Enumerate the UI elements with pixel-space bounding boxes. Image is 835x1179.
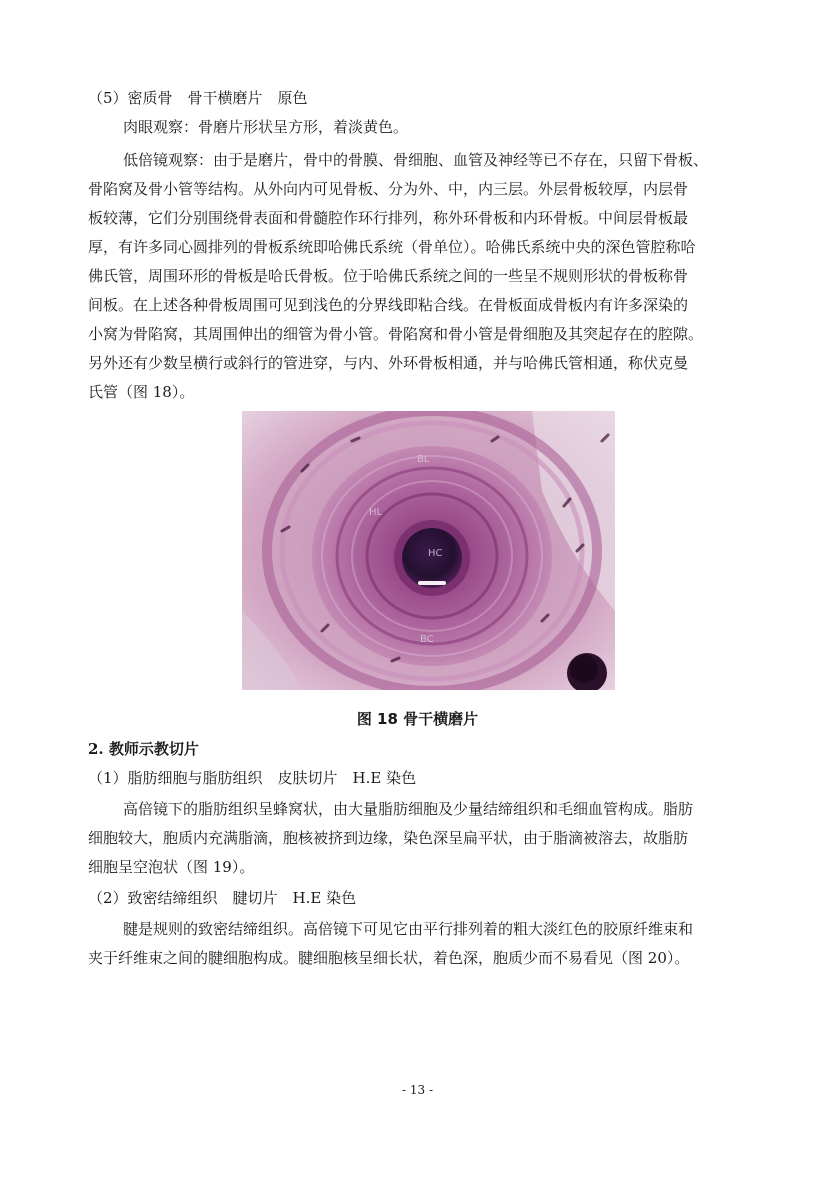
- paragraph-line: 骨陷窝及骨小管等结构。从外向内可见骨板、分为外、中，内三层。外层骨板较厚，内层骨: [88, 180, 689, 198]
- bone-cross-section-micrograph: [242, 411, 615, 690]
- section-5-title: （5）密质骨 骨干横磨片 原色: [88, 89, 308, 107]
- section-2-heading: 2. 教师示教切片: [88, 740, 199, 758]
- label-hc: HC: [428, 548, 443, 559]
- paragraph-line: 氏管（图 18）。: [88, 383, 195, 401]
- figure-caption: 图 18 骨干横磨片: [356, 710, 479, 728]
- paragraph-line: 厚，有许多同心圆排列的骨板系统即哈佛氏系统（骨单位）。哈佛氏系统中央的深色管腔称哈: [88, 238, 696, 256]
- paragraph-line: 小窝为骨陷窝，其周围伸出的细管为骨小管。骨陷窝和骨小管是骨细胞及其突起存在的腔隙。: [88, 325, 704, 343]
- paragraph-line: 高倍镜下的脂肪组织呈蜂窝状，由大量脂肪细胞及少量结缔组织和毛细血管构成。脂肪: [123, 800, 694, 818]
- paragraph-line: 细胞呈空泡状（图 19）。: [88, 858, 255, 876]
- label-bl: BL: [417, 454, 430, 465]
- gross-observation-text: 肉眼观察：骨磨片形状呈方形，着淡黄色。: [123, 118, 409, 136]
- paragraph-line: 板较薄，它们分别围绕骨表面和骨髓腔作环行排列，称外环骨板和内环骨板。中间层骨板最: [88, 209, 689, 227]
- paragraph-line: 细胞较大，胞质内充满脂滴，胞核被挤到边缘，染色深呈扁平状，由于脂滴被溶去，故脂肪: [88, 829, 689, 847]
- label-bc: BC: [420, 634, 434, 645]
- subsection-1-title: （1）脂肪细胞与脂肪组织 皮肤切片 H.E 染色: [88, 769, 417, 787]
- label-hl: HL: [369, 507, 383, 518]
- paragraph-line: 间板。在上述各种骨板周围可见到浅色的分界线即粘合线。在骨板面成骨板内有许多深染的: [88, 296, 689, 314]
- page-number: - 13 -: [401, 1083, 433, 1097]
- paragraph-line: 腱是规则的致密结缔组织。高倍镜下可见它由平行排列着的粗大淡红色的胶原纤维束和: [123, 920, 694, 938]
- paragraph-line: 低倍镜观察：由于是磨片，骨中的骨膜、骨细胞、血管及神经等已不存在，只留下骨板、: [123, 151, 709, 169]
- paragraph-line: 佛氏管，周围环形的骨板是哈氏骨板。位于哈佛氏系统之间的一些呈不规则形状的骨板称骨: [88, 267, 689, 285]
- paragraph-line: 另外还有少数呈横行或斜行的管进穿，与内、外环骨板相通，并与哈佛氏管相通，称伏克曼: [88, 354, 689, 372]
- paragraph-line: 夹于纤维束之间的腱细胞构成。腱细胞核呈细长状，着色深，胞质少而不易看见（图 20）。: [88, 949, 690, 967]
- subsection-2-title: （2）致密结缔组织 腱切片 H.E 染色: [88, 889, 357, 907]
